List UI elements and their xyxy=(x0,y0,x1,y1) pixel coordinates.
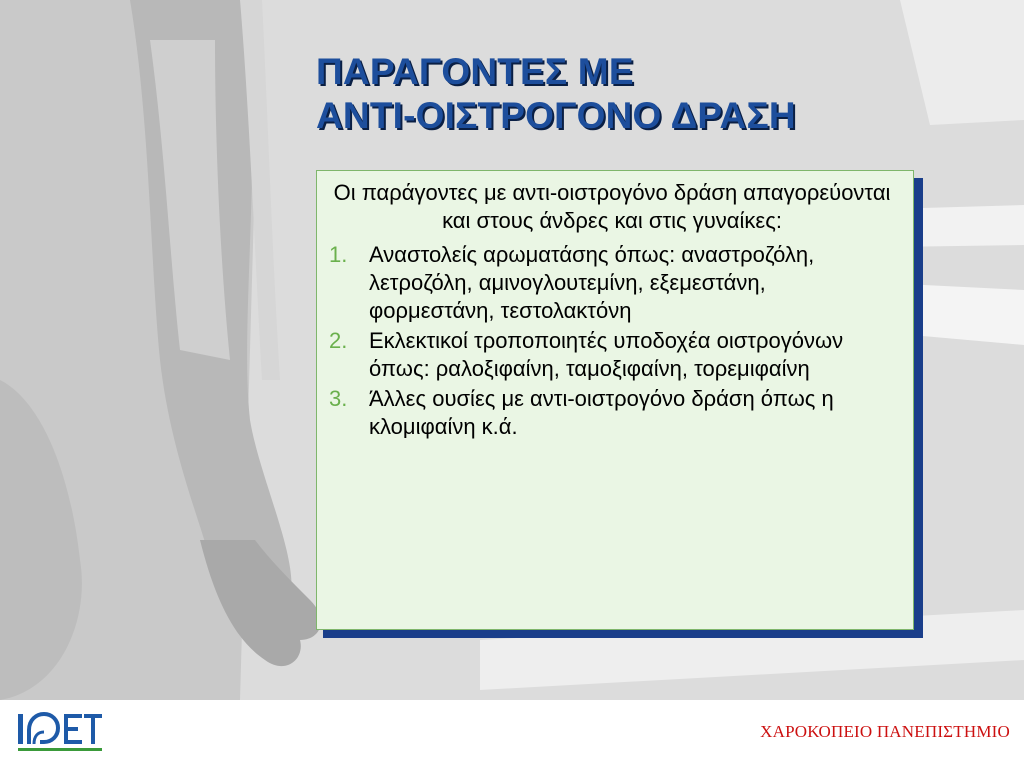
list-item-number: 1. xyxy=(329,242,348,267)
iodet-logo-mark xyxy=(16,708,104,754)
list-item-text: Άλλες ουσίες με αντι-οιστρογόνο δράση όπως η κλομιφαίνη κ.ά. xyxy=(369,386,834,439)
title-line-1: ΠΑΡΑΓΟΝΤΕΣ ΜΕ xyxy=(316,51,634,92)
iodet-logo xyxy=(16,708,104,754)
title-line-2: ΑΝΤΙ-ΟΙΣΤΡΟΓΟΝΟ ΔΡΑΣΗ xyxy=(316,95,796,136)
content-panel xyxy=(316,170,914,630)
list-item-number: 3. xyxy=(329,386,348,411)
list-item xyxy=(329,327,895,383)
list-item-text: Αναστολείς αρωματάσης όπως: αναστροζόλη, λετροζόλη, αμινογλουτεμίνη, εξεμεστάνη, φορμεστάνη, τεστολακτόνη xyxy=(369,242,815,323)
substance-list xyxy=(329,241,895,441)
intro-text: Οι παράγοντες με αντι-οιστρογόνο δράση απαγορεύονται και στους άνδρες και στις γυναίκες: xyxy=(333,180,891,233)
list-item-number: 2. xyxy=(329,328,348,353)
slide-title xyxy=(316,50,796,138)
list-item xyxy=(329,241,895,325)
list-item xyxy=(329,385,895,441)
institution-name: ΧΑΡΟΚΟΠΕΙΟ ΠΑΝΕΠΙΣΤΗΜΙΟ xyxy=(760,722,1010,741)
list-item-text: Εκλεκτικοί τροποποιητές υποδοχέα οιστρογόνων όπως: ραλοξιφαίνη, ταμοξιφαίνη, τορεμιφαίνη xyxy=(369,328,844,381)
